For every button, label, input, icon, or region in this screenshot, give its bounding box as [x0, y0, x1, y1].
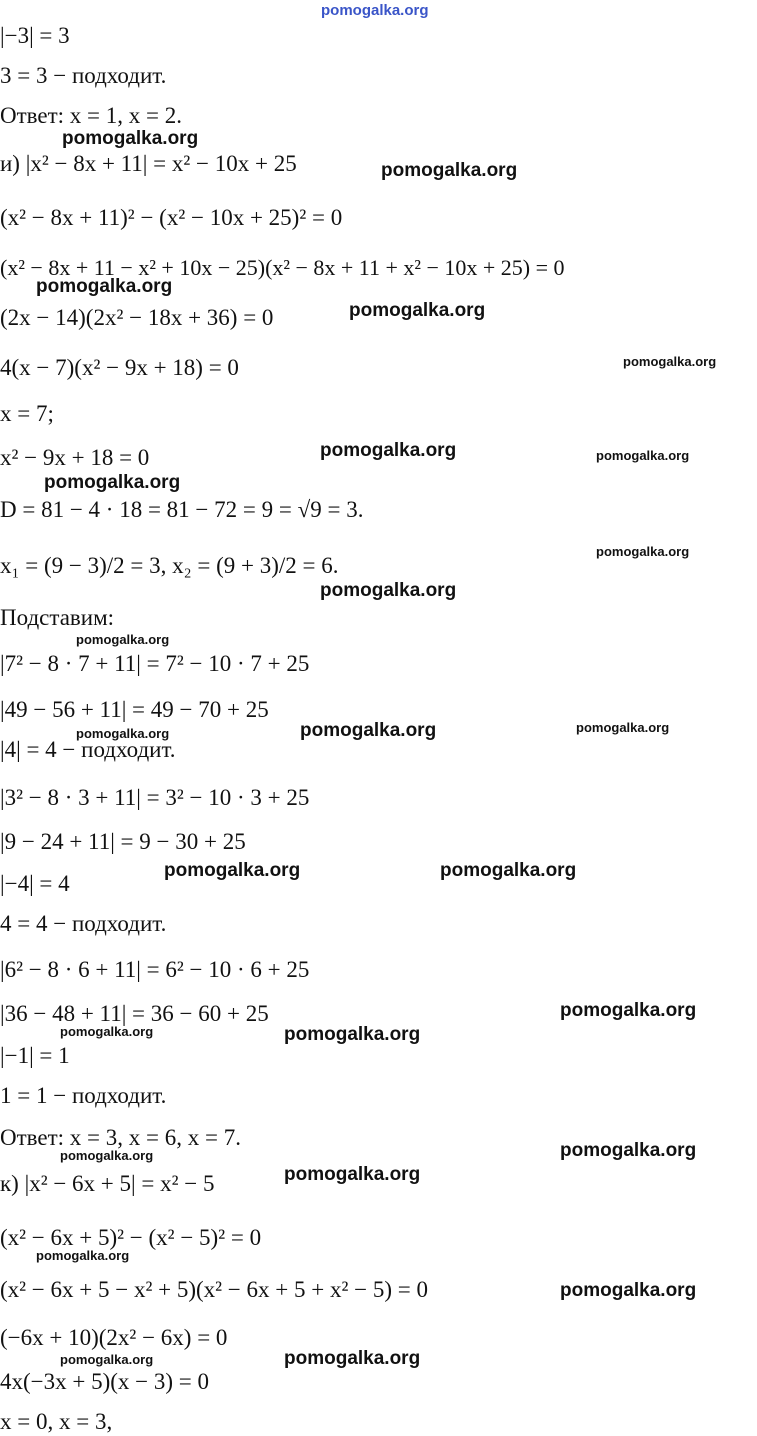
math-line: x = 0, x = 3, — [0, 1409, 113, 1434]
watermark: pomogalka.org — [36, 1248, 130, 1263]
watermark: pomogalka.org — [300, 720, 437, 741]
watermark: pomogalka.org — [44, 472, 181, 493]
math-line: Ответ: x = 1, x = 2. — [0, 103, 182, 128]
watermark: pomogalka.org — [76, 726, 170, 741]
watermark: pomogalka.org — [596, 448, 690, 463]
math-line: x₁ = (9 − 3)/2 = 3, x₂ = (9 + 3)/2 = 6. — [0, 553, 339, 578]
watermark: pomogalka.org — [76, 632, 170, 647]
watermark: pomogalka.org — [60, 1148, 154, 1163]
watermark: pomogalka.org — [623, 354, 717, 369]
math-line: (x² − 8x + 11)² − (x² − 10x + 25)² = 0 — [0, 205, 343, 230]
watermark: pomogalka.org — [560, 1140, 697, 1161]
math-line: |7² − 8 · 7 + 11| = 7² − 10 · 7 + 25 — [0, 651, 310, 676]
watermark: pomogalka.org — [164, 860, 301, 881]
math-line: |4| = 4 − подходит. — [0, 737, 176, 762]
watermark: pomogalka.org — [560, 1000, 697, 1021]
watermark: pomogalka.org — [440, 860, 577, 881]
math-line: 4 = 4 − подходит. — [0, 911, 167, 936]
math-line: (−6x + 10)(2x² − 6x) = 0 — [0, 1325, 228, 1350]
math-line: Подставим: — [0, 605, 115, 630]
watermark: pomogalka.org — [596, 544, 690, 559]
watermark: pomogalka.org — [284, 1348, 421, 1369]
math-line: 4x(−3x + 5)(x − 3) = 0 — [0, 1369, 210, 1394]
math-line: |36 − 48 + 11| = 36 − 60 + 25 — [0, 1001, 269, 1026]
math-line: (2x − 14)(2x² − 18x + 36) = 0 — [0, 305, 274, 330]
math-line: |−1| = 1 — [0, 1043, 70, 1068]
math-line: x² − 9x + 18 = 0 — [0, 445, 150, 470]
math-line: 1 = 1 − подходит. — [0, 1083, 167, 1108]
watermark: pomogalka.org — [320, 440, 457, 461]
math-line: к) |x² − 6x + 5| = x² − 5 — [0, 1171, 215, 1196]
math-line: |−4| = 4 — [0, 871, 70, 896]
watermark: pomogalka.org — [381, 160, 518, 181]
math-line: |3² − 8 · 3 + 11| = 3² − 10 · 3 + 25 — [0, 785, 310, 810]
watermark: pomogalka.org — [560, 1280, 697, 1301]
math-line: D = 81 − 4 · 18 = 81 − 72 = 9 = √9 = 3. — [0, 497, 364, 522]
watermark: pomogalka.org — [60, 1352, 154, 1367]
watermark: pomogalka.org — [320, 580, 457, 601]
math-line: |49 − 56 + 11| = 49 − 70 + 25 — [0, 697, 269, 722]
watermark: pomogalka.org — [284, 1024, 421, 1045]
watermark: pomogalka.org — [60, 1024, 154, 1039]
math-line: 4(x − 7)(x² − 9x + 18) = 0 — [0, 355, 239, 380]
math-line: 3 = 3 − подходит. — [0, 63, 167, 88]
watermark: pomogalka.org — [349, 300, 486, 321]
math-line: (x² − 8x + 11 − x² + 10x − 25)(x² − 8x + 11 + x² − 10x + 25) = 0 — [0, 255, 565, 280]
math-line: (x² − 6x + 5 − x² + 5)(x² − 6x + 5 + x² − 5) = 0 — [0, 1277, 428, 1302]
math-line: x = 7; — [0, 401, 54, 426]
watermark: pomogalka.org — [36, 276, 173, 297]
math-line: (x² − 6x + 5)² − (x² − 5)² = 0 — [0, 1225, 262, 1250]
watermark-top: pomogalka.org — [321, 2, 429, 19]
math-line: Ответ: x = 3, x = 6, x = 7. — [0, 1125, 241, 1150]
watermark: pomogalka.org — [284, 1164, 421, 1185]
math-line: |−3| = 3 — [0, 23, 70, 48]
math-line: |9 − 24 + 11| = 9 − 30 + 25 — [0, 829, 246, 854]
watermark: pomogalka.org — [576, 720, 670, 735]
math-line: |6² − 8 · 6 + 11| = 6² − 10 · 6 + 25 — [0, 957, 310, 982]
math-line: и) |x² − 8x + 11| = x² − 10x + 25 — [0, 151, 297, 176]
watermark: pomogalka.org — [62, 128, 199, 149]
